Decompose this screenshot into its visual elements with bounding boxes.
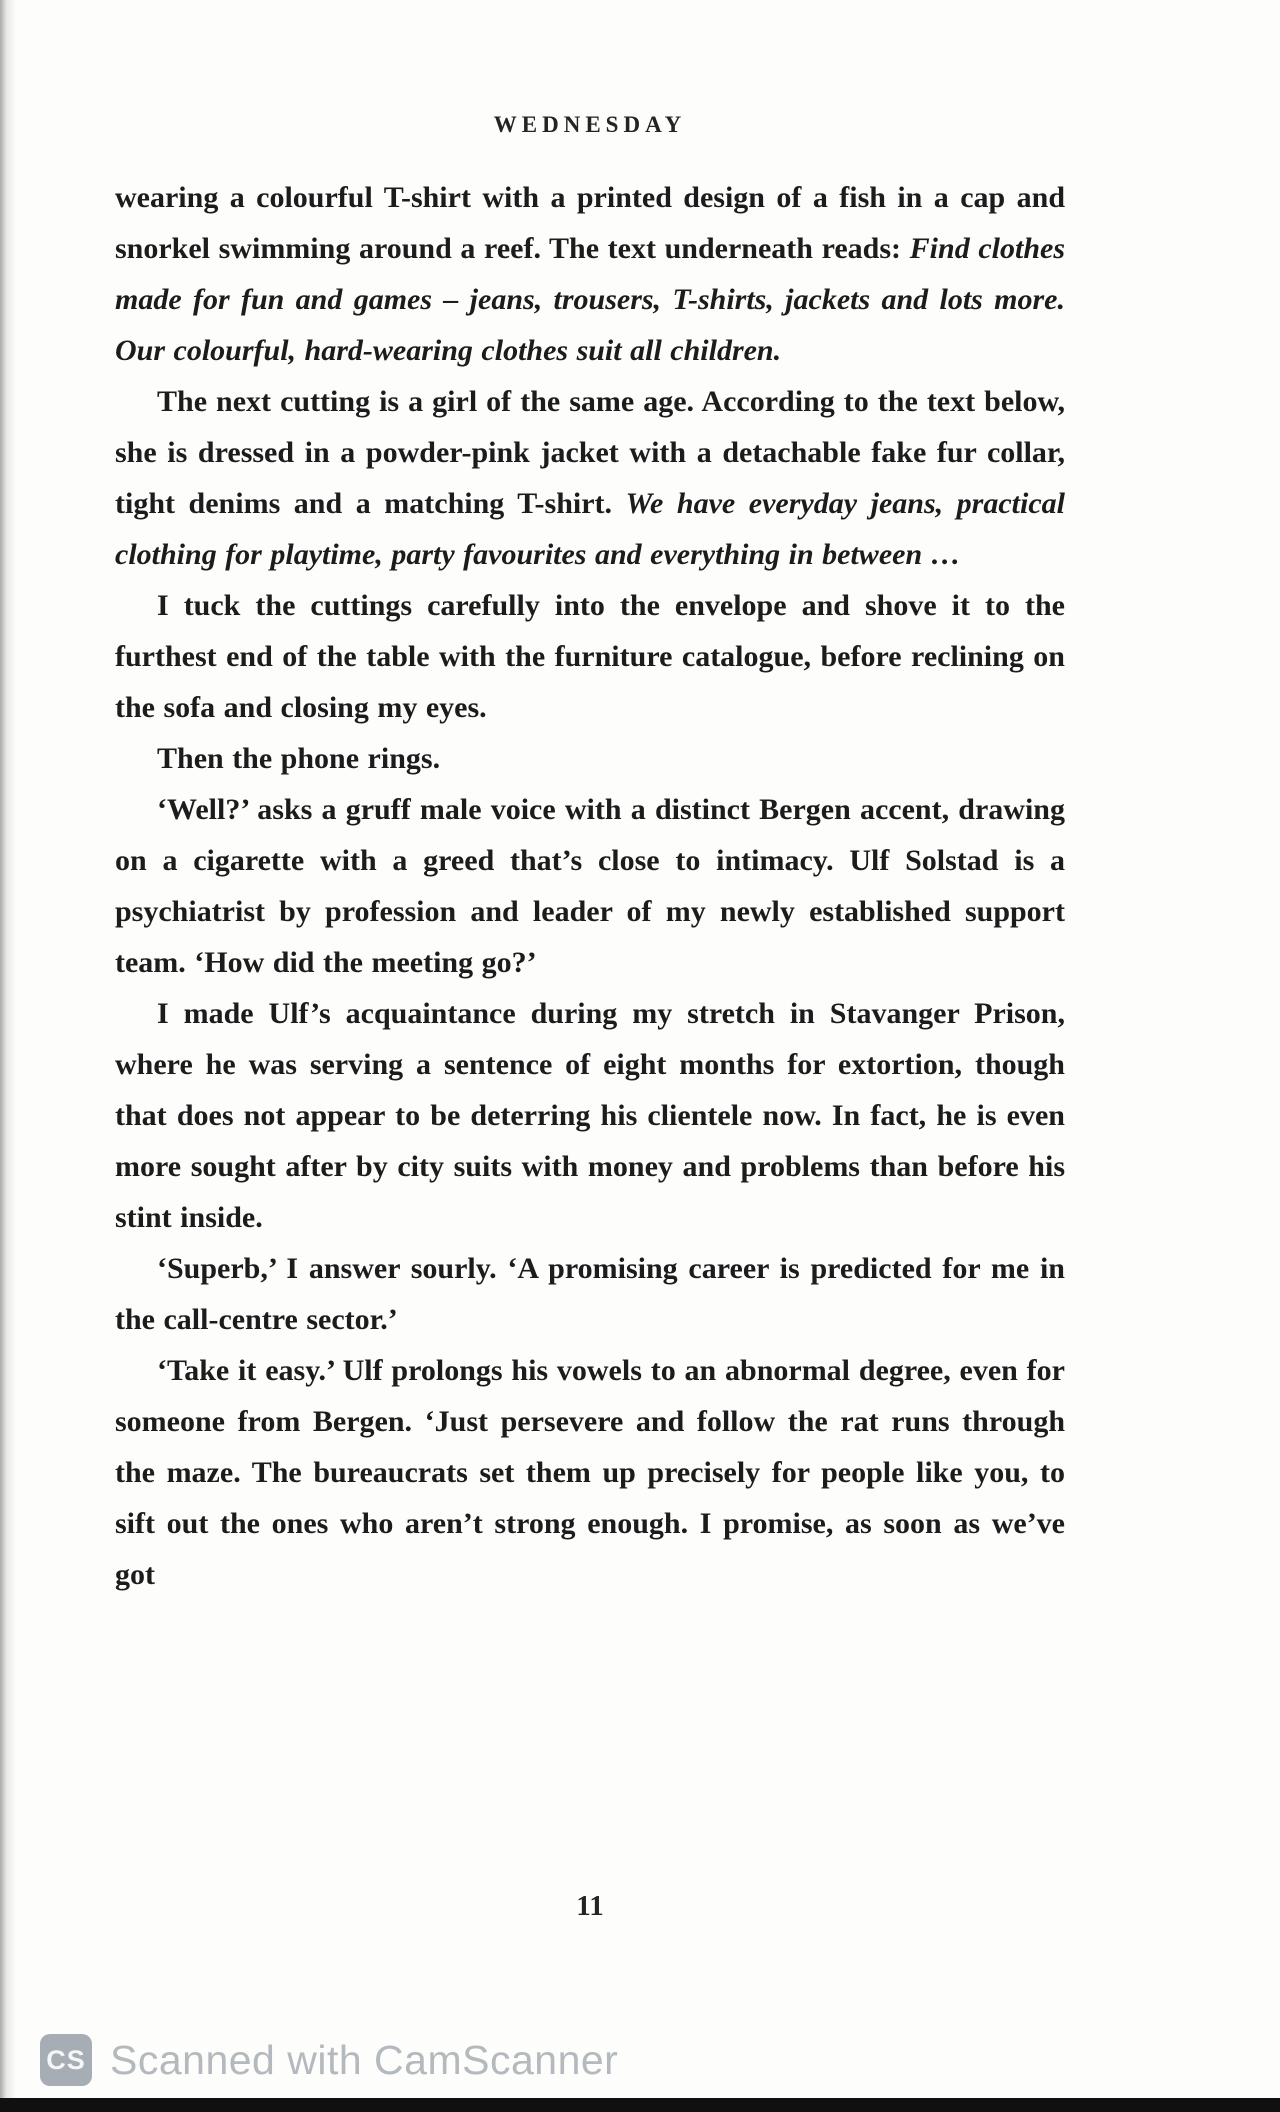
paragraph — [115, 988, 1065, 1243]
text-run: ‘Superb,’ I answer sourly. ‘A promising career is predicted for me in the call-centre sector.’ — [115, 1252, 1065, 1336]
text-run: I made Ulf’s acquaintance during my stretch in Stavanger Prison, where he was serving a sentence of eight months for extortion, though that does not appear to be deterring his clientele now. In fact, he is even more sought after by city suits with money and problems than before his stint inside. — [115, 997, 1065, 1234]
paragraph — [115, 376, 1065, 580]
scan-edge-shadow — [0, 0, 16, 2112]
italic-text-run: Find clothes made for fun and games – jeans, trousers, T-shirts, jackets and lots more. Our colourful, hard-wearing clothes suit all children. — [115, 232, 1065, 367]
paragraph — [115, 1345, 1065, 1600]
running-header: WEDNESDAY — [493, 112, 687, 137]
paragraph — [115, 784, 1065, 988]
text-run: The next cutting is a girl of the same age. According to the text below, she is dressed in a powder-pink jacket with a detachable fake fur collar, tight denims and a matching T-shirt. — [115, 385, 1065, 520]
scan-bottom-edge — [0, 2098, 1280, 2112]
paragraph — [115, 733, 1065, 784]
body-text — [115, 172, 1065, 1600]
camscanner-logo-icon: CS — [40, 2034, 92, 2086]
text-run: Then the phone rings. — [157, 742, 441, 775]
paragraph — [115, 172, 1065, 376]
camscanner-watermark — [40, 2034, 618, 2086]
paragraph — [115, 580, 1065, 733]
paragraph — [115, 1243, 1065, 1345]
italic-text-run: We have everyday jeans, practical clothing for playtime, party favourites and everything in between … — [115, 487, 1065, 571]
text-run: ‘Take it easy.’ Ulf prolongs his vowels to an abnormal degree, even for someone from Bergen. ‘Just persevere and follow the rat runs through the maze. The bureaucrats set them up precisely for people like you, to sift out the ones who aren’t strong enough. I promise, as soon as we’ve got — [115, 1354, 1065, 1591]
page-number: 11 — [576, 1890, 604, 1922]
text-run: I tuck the cuttings carefully into the envelope and shove it to the furthest end of the table with the furniture catalogue, before reclining on the sofa and closing my eyes. — [115, 589, 1065, 724]
watermark-text: Scanned with CamScanner — [110, 2036, 619, 2083]
text-run: ‘Well?’ asks a gruff male voice with a distinct Bergen accent, drawing on a cigarette with a greed that’s close to intimacy. Ulf Solstad is a psychiatrist by profession and leader of my newly established support team. ‘How did the meeting go?’ — [115, 793, 1065, 979]
text-run: wearing a colourful T-shirt with a printed design of a fish in a cap and snorkel swimming around a reef. The text underneath reads: — [115, 181, 1065, 265]
